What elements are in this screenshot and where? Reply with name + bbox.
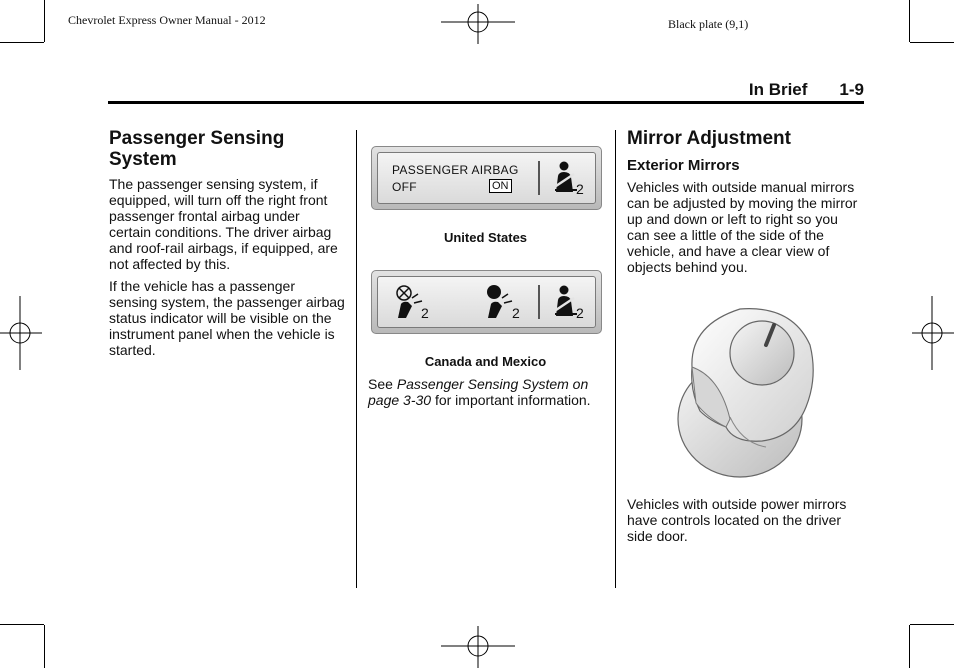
registration-mark-icon [0, 296, 42, 370]
panel-text: PASSENGER AIRBAG [392, 163, 519, 177]
figure-caption: Canada and Mexico [424, 354, 547, 369]
cross-reference [368, 376, 608, 414]
panel-divider [538, 161, 540, 195]
seat-number: 2 [576, 305, 585, 321]
passenger-sensing-section [109, 128, 345, 364]
plate-label: Black plate (9,1) [668, 17, 749, 31]
seat-number: 2 [576, 181, 585, 197]
section-title: Mirror Adjustment [627, 128, 791, 149]
mirror-control-knob-illustration [670, 307, 830, 479]
seat-number: 2 [421, 305, 430, 321]
header-rule [108, 101, 864, 104]
registration-mark-icon [912, 296, 954, 370]
power-mirror-note [627, 496, 863, 550]
airbag-status-panel-us [371, 146, 602, 210]
reference-text: for important information. [431, 392, 591, 408]
mirror-adjustment-section [627, 128, 863, 281]
column-divider [615, 130, 616, 588]
registration-mark-icon [441, 626, 515, 668]
section-title: Passenger Sensing System [109, 128, 285, 170]
paragraph: Vehicles with outside power mirrors have controls located on the driver side door. [627, 496, 847, 544]
reference-text: See [368, 376, 397, 392]
paragraph: Vehicles with outside manual mirrors can be adjusted by moving the mirror up and down or left to right so you can see a little of the side of the vehicle, and have a clear view of objects behind you. [627, 179, 858, 275]
page-number: 1-9 [839, 80, 864, 99]
airbag-status-panel-canada [371, 270, 602, 334]
airbag-on-icon [482, 284, 516, 320]
page-reference-link[interactable]: Passenger Sensing System on page 3-30 [368, 376, 589, 408]
figure-caption: United States [443, 230, 528, 245]
column-divider [356, 130, 357, 588]
on-indicator: ON [489, 179, 512, 193]
document-title: Chevrolet Express Owner Manual - 2012 [68, 13, 266, 27]
panel-text: OFF [392, 180, 417, 194]
subsection-title: Exterior Mirrors [627, 157, 740, 174]
paragraph: The passenger sensing system, if equipped, will turn off the right front passenger frontal airbag under certain conditions. The driver airbag and roof-rail airbags, if equipped, are not affected by this. [109, 176, 338, 272]
paragraph: If the vehicle has a passenger sensing system, the passenger airbag status indicator will be visible on the instrument panel when the vehicle is started. [109, 278, 345, 358]
section-name: In Brief [748, 80, 808, 99]
section-header [749, 80, 864, 100]
registration-mark-icon [441, 4, 515, 44]
seat-number: 2 [512, 305, 521, 321]
panel-divider [538, 285, 540, 319]
